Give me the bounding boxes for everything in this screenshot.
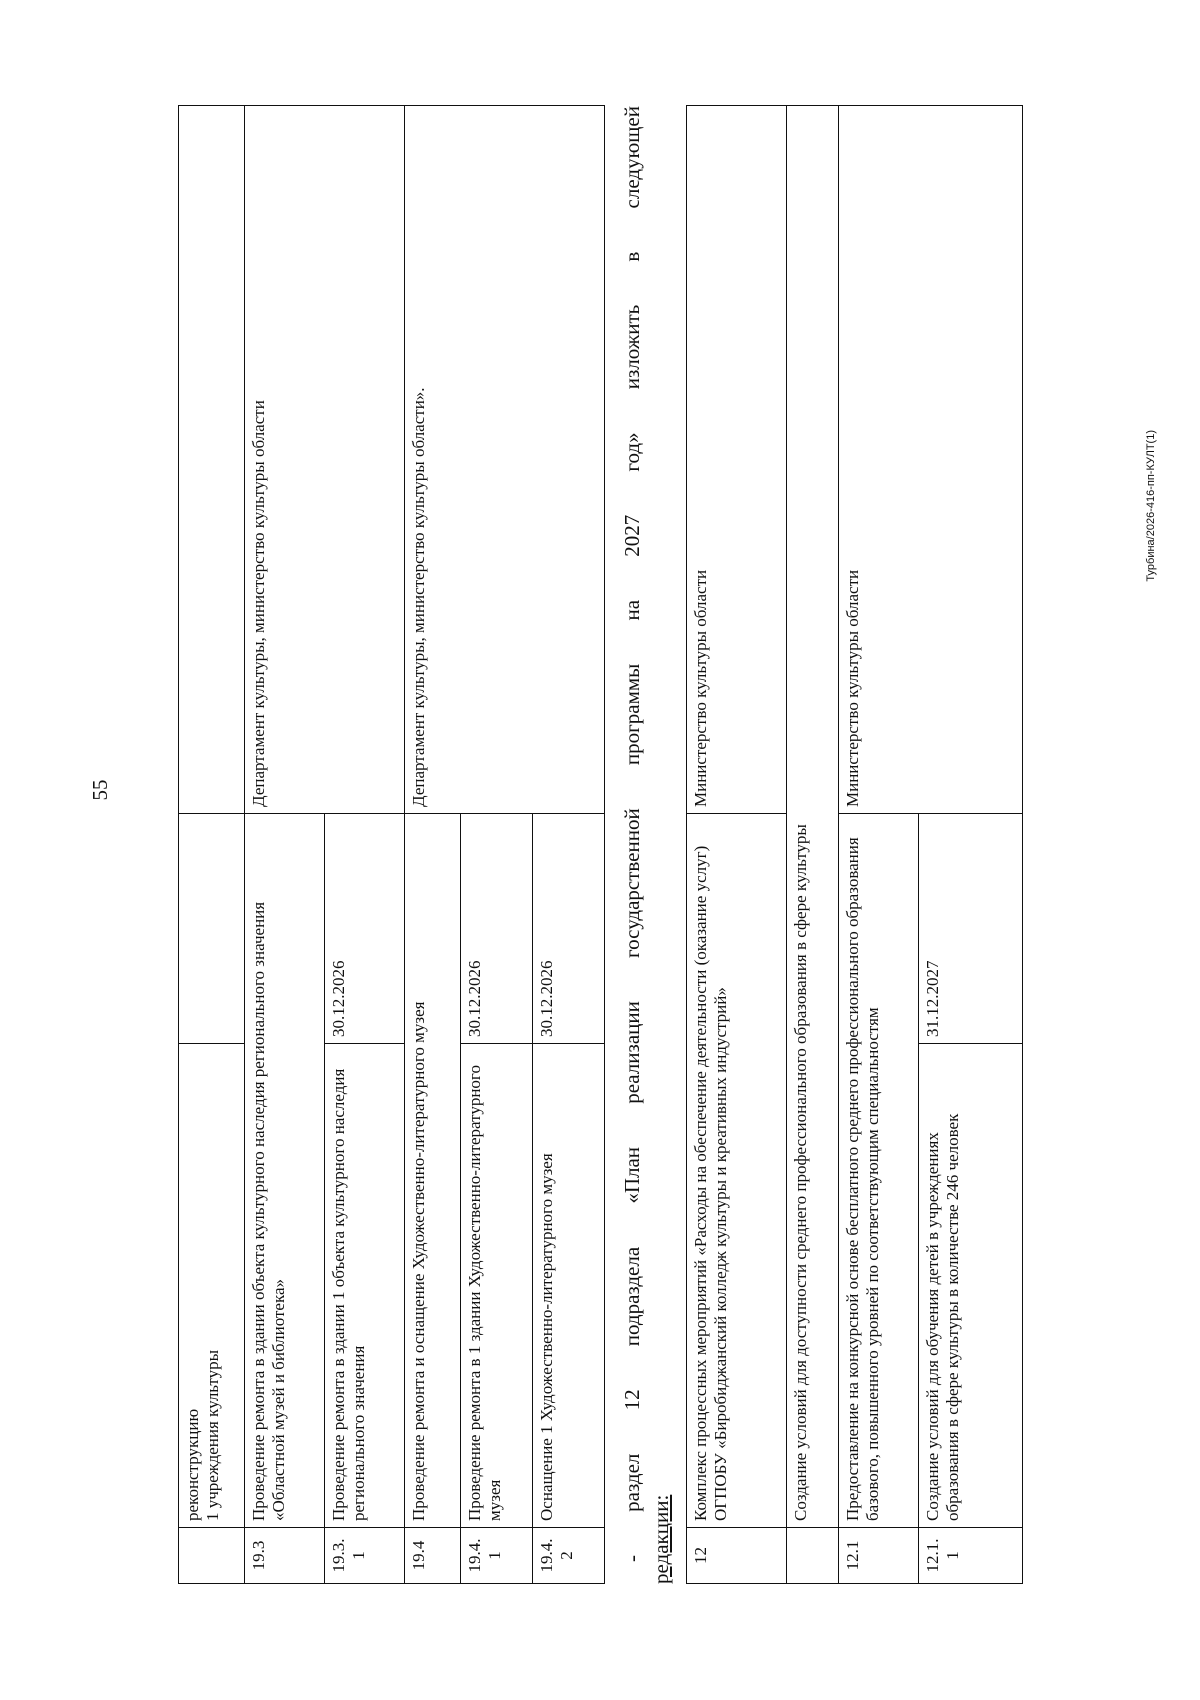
- table-row: [787, 106, 839, 1584]
- row-number: 19.3: [245, 1528, 325, 1584]
- table-row: [405, 105, 461, 1583]
- table-row: [687, 106, 787, 1584]
- row-text: Предоставление на конкурсной основе бесплатного среднего профессионального образования базового, повышенного уровней по соответствующим специальностям: [839, 814, 919, 1528]
- row-text: Оснащение 1 Художественно-литературного музея: [533, 1043, 605, 1527]
- row-date: 30.12.2026: [325, 813, 405, 1043]
- row-number: 12.1. 1: [919, 1528, 1023, 1584]
- row-number: 19.4. 1: [461, 1528, 533, 1584]
- row-responsible: [179, 105, 245, 813]
- section-instruction-line-1: - раздел 12 подраздела «План реализации государственной программы на 2027 год» изложить в следующей: [620, 106, 644, 1562]
- row-responsible: Министерство культуры области: [687, 106, 787, 814]
- plan-table-bottom: [686, 105, 1023, 1584]
- section-instruction: [618, 106, 677, 1584]
- row-date: [179, 813, 245, 1043]
- row-number: [787, 1528, 839, 1584]
- table-row: [179, 105, 245, 1583]
- row-text: Проведение ремонта и оснащение Художественно-литературного музея: [405, 813, 461, 1527]
- row-number: 19.3. 1: [325, 1528, 405, 1584]
- row-responsible: Департамент культуры, министерство культуры области: [245, 105, 405, 813]
- row-date: 30.12.2026: [461, 813, 533, 1043]
- row-text: Создание условий для обучения детей в учреждениях образования в сфере культуры в количестве 246 человек: [919, 1044, 1023, 1528]
- table-row: [245, 105, 325, 1583]
- row-text: реконструкцию 1 учреждения культуры: [179, 1043, 245, 1527]
- row-text: Проведение ремонта в здании объекта культурного наследия регионального значения «Областной музей и библиотека»: [245, 813, 325, 1527]
- row-number: 12.1: [839, 1528, 919, 1584]
- row-responsible: Министерство культуры области: [839, 106, 1023, 814]
- row-date: 31.12.2027: [919, 814, 1023, 1044]
- row-text: Проведение ремонта в здании 1 объекта культурного наследия регионального значения: [325, 1043, 405, 1527]
- page-number: 55: [88, 779, 112, 801]
- row-number: 19.4. 2: [533, 1528, 605, 1584]
- section-instruction-line-2: редакции:: [649, 1494, 674, 1584]
- row-text: Комплекс процессных мероприятий «Расходы на обеспечение деятельности (оказание услуг) ОГПОБУ «Биробиджанский колледж культуры и креативных индустрий»: [687, 814, 787, 1528]
- row-responsible: Департамент культуры, министерство культуры области».: [405, 105, 605, 813]
- plan-table-top: [178, 105, 605, 1584]
- row-number: 12: [687, 1528, 787, 1584]
- row-number: 19.4: [405, 1528, 461, 1584]
- row-date: 30.12.2026: [533, 813, 605, 1043]
- document-id-footer: Турбина/2026-416-пп-КУЛТ(1): [1145, 430, 1157, 582]
- row-text: Проведение ремонта в 1 здании Художественно-литературного музея: [461, 1043, 533, 1527]
- row-text: Создание условий для доступности среднего профессионального образования в сфере культуры: [787, 106, 839, 1528]
- table-row: [839, 106, 919, 1584]
- row-number: [179, 1528, 245, 1584]
